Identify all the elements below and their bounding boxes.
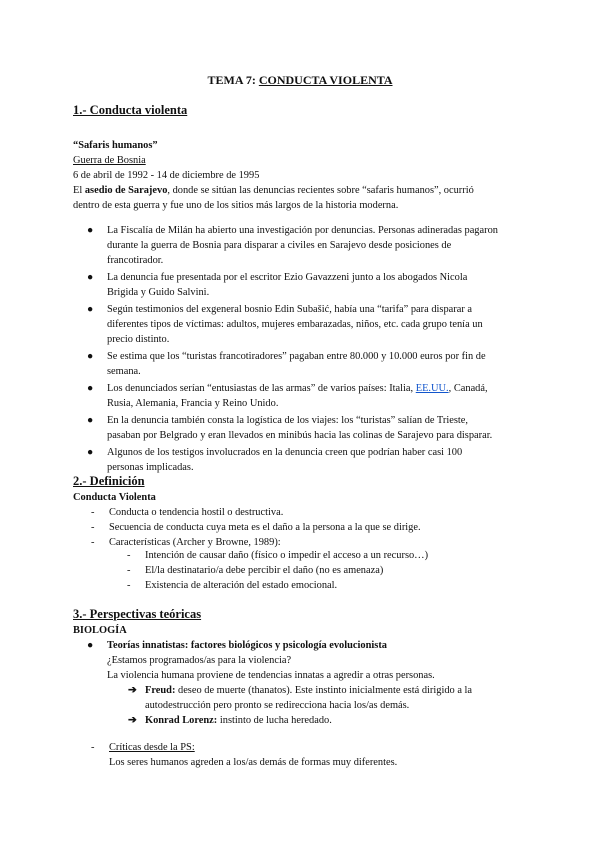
item-line: personas implicadas. [107, 462, 194, 473]
item-text: Secuencia de conducta cuya meta es el daño a la persona a la que se dirige. [109, 522, 421, 533]
dash-icon: - [91, 742, 95, 753]
bullet-icon: ● [87, 304, 94, 315]
dash-icon: - [91, 507, 95, 518]
item-line [145, 683, 528, 698]
item-text: Los denunciados serían “entusiastas de las armas” de varios países: Italia, [107, 383, 416, 394]
item-line: Brigida y Guido Salvini. [107, 287, 210, 298]
theory-statement: La violencia humana proviene de tendencias innatas a agredir a otras personas. [107, 670, 435, 681]
theories-list [87, 638, 527, 685]
bullet-icon: ● [87, 272, 94, 283]
intro-line-1 [73, 183, 533, 198]
list-item [91, 755, 531, 770]
list-item [87, 270, 527, 300]
list-item [87, 223, 527, 268]
item-text: , Canadá, [448, 383, 488, 394]
safaris-subheading: “Safaris humanos” [73, 140, 158, 151]
list-item [127, 548, 527, 563]
item-text: Existencia de alteración del estado emocional. [145, 580, 338, 591]
author-name: Freud: [145, 685, 176, 696]
bullet-icon: ● [87, 351, 94, 362]
list-item [128, 683, 528, 713]
authors-list [128, 683, 528, 728]
section-3-heading: 3.- Perspectivas teóricas [73, 607, 202, 621]
war-dates: 6 de abril de 1992 - 14 de diciembre de 1995 [73, 170, 260, 181]
dash-icon: - [127, 580, 131, 591]
item-line: autodestrucción pero pronto se redirecciona hacia los/as demás. [145, 700, 410, 711]
document-title [0, 73, 600, 88]
intro-line-2: dentro de esta guerra y fue uno de los sitios más largos de la historia moderna. [73, 200, 399, 211]
item-line: precio distinto. [107, 334, 170, 345]
dash-icon: - [127, 550, 131, 561]
item-line: francotirador. [107, 255, 164, 266]
list-item [91, 505, 531, 520]
item-text: deseo de muerte (thanatos). Este instinto inicialmente está dirigido a la [175, 685, 473, 696]
critique-heading: Críticas desde la PS: [109, 742, 195, 753]
dash-icon: - [91, 537, 95, 548]
item-text: Conducta o tendencia hostil o destructiva. [109, 507, 284, 518]
list-item [87, 413, 527, 443]
title-prefix: TEMA 7: [207, 73, 259, 87]
bullet-icon: ● [87, 225, 94, 236]
critique-text: Los seres humanos agreden a los/as demás de formas muy diferentes. [109, 757, 398, 768]
item-text: Características (Archer y Browne, 1989): [109, 537, 281, 548]
eeuu-link[interactable]: EE.UU. [415, 383, 449, 394]
item-line: Rusia, Alemania, Francia y Reino Unido. [107, 398, 279, 409]
bullet-icon: ● [87, 383, 94, 394]
list-item [91, 520, 531, 535]
list-item [87, 381, 527, 411]
list-item [87, 302, 527, 347]
item-line: semana. [107, 366, 141, 377]
item-line [145, 713, 528, 728]
section-2-heading: 2.- Definición [73, 474, 145, 488]
section-1-heading: 1.- Conducta violenta [73, 103, 188, 117]
bullet-icon: ● [87, 415, 94, 426]
item-line: pasaban por Belgrado y eran llevados en minibús hacia las colinas de Sarajevo para disparar. [107, 430, 493, 441]
intro-pre: El [73, 185, 85, 196]
war-name: Guerra de Bosnia [73, 155, 146, 166]
arrow-icon: ➔ [128, 715, 137, 726]
list-item [91, 740, 531, 755]
item-line: Algunos de los testigos involucrados en la denuncia creen que podrían haber casi 100 [107, 447, 463, 458]
intro-bold: asedio de Sarajevo [84, 185, 168, 196]
list-item [87, 445, 527, 475]
title-main: CONDUCTA VIOLENTA [258, 73, 393, 87]
dash-icon: - [91, 522, 95, 533]
item-line: durante la guerra de Bosnia para disparar a civiles en Sarajevo desde posiciones de [107, 240, 452, 251]
item-line: En la denuncia también consta la logística de los viajes: los “turistas” salían de Trieste, [107, 415, 468, 426]
list-item [127, 578, 527, 593]
list-item [128, 713, 528, 728]
author-name: Konrad Lorenz: [145, 715, 218, 726]
dash-icon: - [127, 565, 131, 576]
list-item [87, 638, 527, 683]
critiques-list [91, 740, 531, 770]
theory-title: Teorías innatistas: factores biológicos y psicología evolucionista [107, 640, 387, 651]
item-text: Intención de causar daño (físico o impedir el acceso a un recurso…) [145, 550, 429, 561]
item-line: Según testimonios del exgeneral bosnio Edin Subašić, había una “tarifa” para disparar a [107, 304, 472, 315]
biologia-heading: BIOLOGÍA [73, 625, 127, 636]
item-text: instinto de lucha heredado. [217, 715, 332, 726]
section-1-intro [73, 138, 533, 213]
item-text: El/la destinatario/a debe percibir el daño (no es amenaza) [145, 565, 384, 576]
characteristics-sublist [127, 548, 527, 593]
item-line [107, 381, 527, 396]
item-line: La denuncia fue presentada por el escritor Ezio Gavazzeni junto a los abogados Nicola [107, 272, 468, 283]
intro-post: , donde se sitúan las denuncias recientes sobre “safaris humanos”, ocurrió [167, 185, 474, 196]
item-line: La Fiscalía de Milán ha abierto una investigación por denuncias. Personas adineradas pagaron [107, 225, 498, 236]
definition-list [91, 505, 531, 550]
bullet-icon: ● [87, 447, 94, 458]
bullet-icon: ● [87, 640, 94, 651]
theory-question: ¿Estamos programados/as para la violencia? [107, 655, 292, 666]
section-1-bullet-list [87, 223, 527, 477]
arrow-icon: ➔ [128, 685, 137, 696]
item-line: diferentes tipos de víctimas: adultos, mujeres embarazadas, niños, etc. cada grupo tenía un [107, 319, 483, 330]
item-line: Se estima que los “turistas francotiradores” pagaban entre 80.000 y 10.000 euros por fin de [107, 351, 486, 362]
list-item [127, 563, 527, 578]
section-2-subheading: Conducta Violenta [73, 492, 156, 503]
list-item [87, 349, 527, 379]
